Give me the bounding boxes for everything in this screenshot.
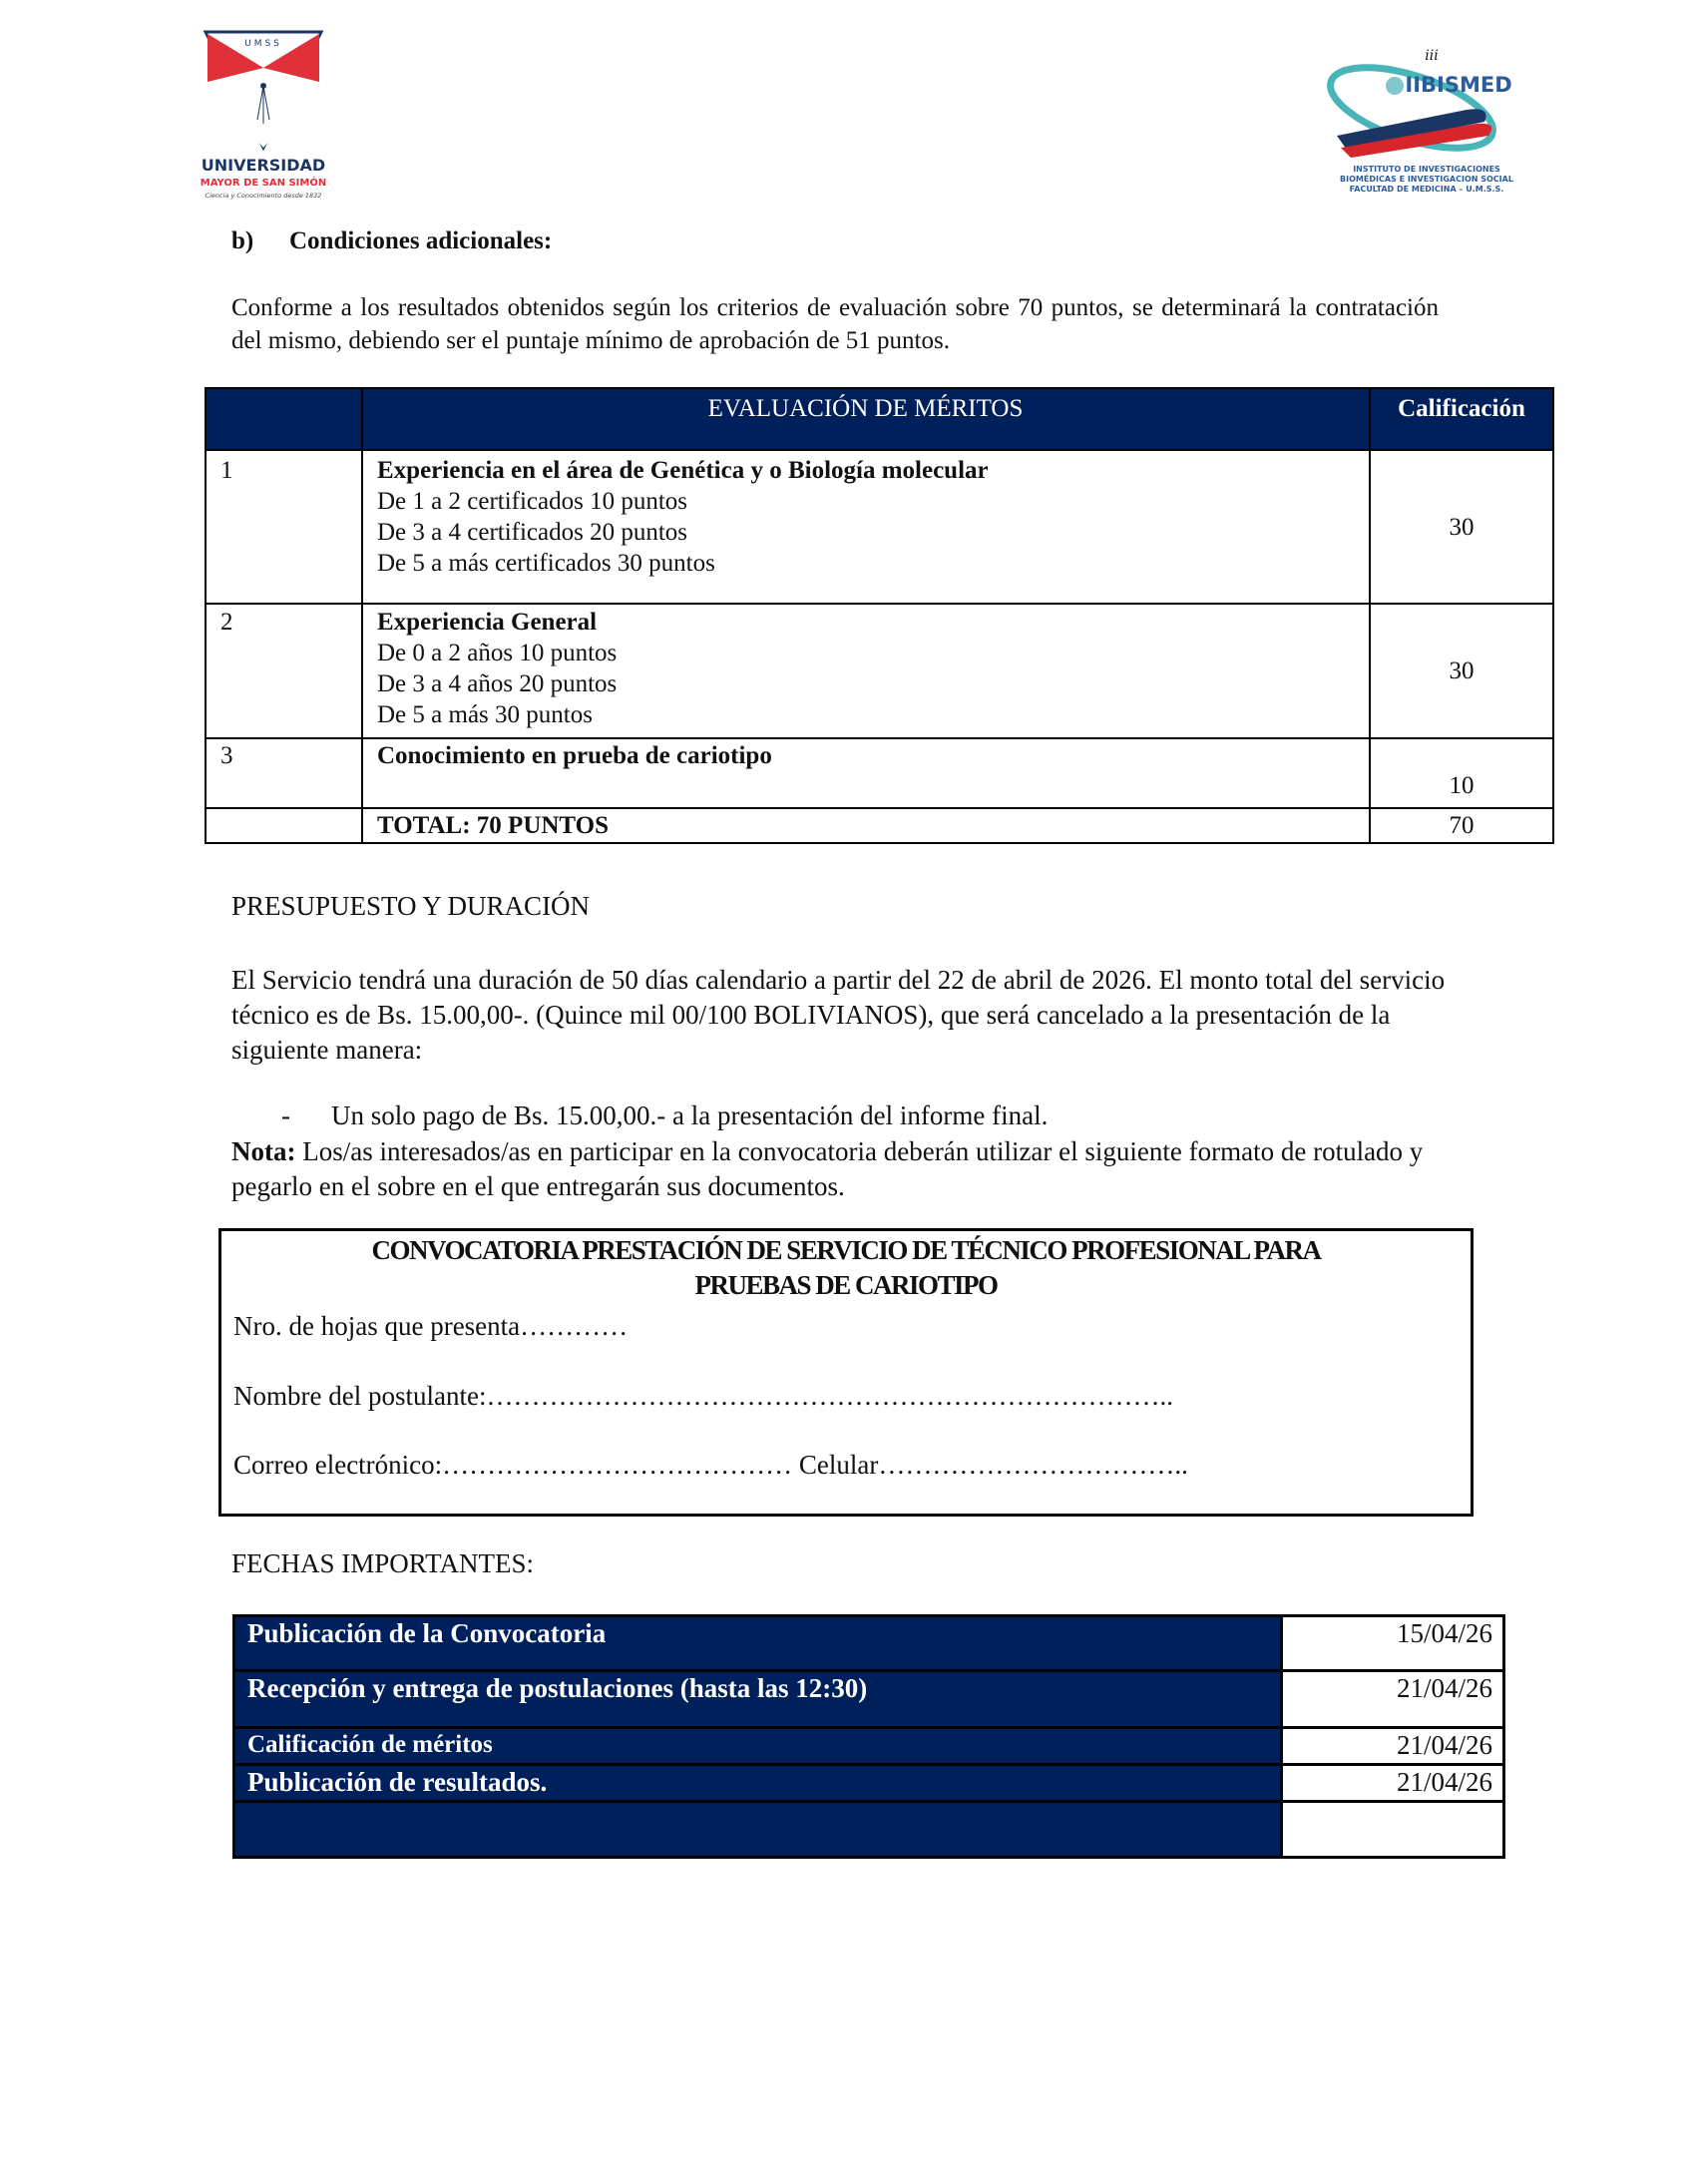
date-label: Calificación de méritos [234,1728,1282,1765]
total-label-text: TOTAL: 70 PUNTOS [377,812,609,839]
svg-text:UMSS: UMSS [244,39,282,49]
criteria-item: De 0 a 2 años 10 puntos [377,640,618,666]
date-label: Publicación de la Convocatoria [234,1616,1282,1671]
header-evaluation-col: EVALUACIÓN DE MÉRITOS [362,388,1370,450]
svg-text:MAYOR DE SAN SIMÓN: MAYOR DE SAN SIMÓN [200,178,327,189]
svg-text:IIBISMED: IIBISMED [1405,73,1512,97]
svg-text:INSTITUTO DE INVESTIGACIONES: INSTITUTO DE INVESTIGACIONES [1353,165,1500,174]
svg-text:iii: iii [1425,48,1439,64]
total-score: 70 [1370,808,1553,843]
important-dates-table [232,1614,1505,1859]
merits-header-row [206,388,1553,450]
svg-text:UNIVERSIDAD: UNIVERSIDAD [201,156,326,175]
note-label: Nota: [231,1136,296,1166]
email-phone-field: Correo electrónico:………………………………… Celular…………………………….. [233,1450,1188,1480]
row-criteria [362,604,1370,738]
total-row [206,808,1553,843]
table-row [234,1765,1504,1802]
table-row [234,1728,1504,1765]
row-score: 30 [1370,604,1553,738]
iibismed-logo [1317,38,1536,198]
table-row [234,1671,1504,1728]
merits-table [205,387,1554,844]
umss-pennant-icon [196,28,331,206]
date-value: 21/04/26 [1282,1765,1504,1802]
date-value [1282,1802,1504,1858]
budget-heading: PRESUPUESTO Y DURACIÓN [231,891,591,921]
dates-heading: FECHAS IMPORTANTES: [231,1548,535,1578]
form-title-line1: CONVOCATORIA PRESTACIÓN DE SERVICIO DE TÉCNICO PROFESIONAL PARA [371,1235,1321,1265]
row-criteria [362,738,1370,808]
section-b-heading [231,227,552,255]
date-label [234,1802,1282,1858]
table-row [206,604,1553,738]
applicant-name-field: Nombre del postulante:………………………………………………………………….. [233,1381,1173,1411]
sheets-count-field: Nro. de hojas que presenta………… [233,1311,629,1341]
svg-text:BIOMÉDICAS E INVESTIGACION SOC: BIOMÉDICAS E INVESTIGACION SOCIAL [1340,175,1513,184]
row-score: 10 [1370,738,1553,808]
date-value: 15/04/26 [1282,1616,1504,1671]
envelope-label-form [218,1228,1474,1517]
bullet-marker: - [281,1100,290,1130]
table-row [234,1802,1504,1858]
row-criteria [362,450,1370,604]
criteria-title: Conocimiento en prueba de cariotipo [377,742,772,769]
criteria-item: De 1 a 2 certificados 10 puntos [377,488,688,515]
form-title [221,1233,1471,1303]
criteria-item: De 3 a 4 años 20 puntos [377,670,618,697]
row-number: 2 [206,604,362,738]
criteria-item: De 3 a 4 certificados 20 puntos [377,519,688,546]
criteria-item: De 5 a más 30 puntos [377,701,593,728]
date-label: Publicación de resultados. [234,1765,1282,1802]
iibismed-orbit-icon [1317,38,1536,198]
row-score: 30 [1370,450,1553,604]
criteria-item: De 5 a más certificados 30 puntos [377,550,715,577]
umss-logo [196,28,331,206]
bullet-text: Un solo pago de Bs. 15.00,00.- a la presentación del informe final. [331,1100,1049,1130]
svg-text:FACULTAD DE MEDICINA – U.M.S.S: FACULTAD DE MEDICINA – U.M.S.S. [1349,185,1504,194]
table-row [234,1616,1504,1671]
criteria-title: Experiencia en el área de Genética y o Biología molecular [377,457,989,484]
section-b-title: Condiciones adicionales: [289,227,553,254]
budget-paragraph: El Servicio tendrá una duración de 50 días calendario a partir del 22 de abril de 2026. El monto total del servicio técnico es de Bs. 15.00,00-. (Quince mil 00/100 BOLIVIANOS), que será cancelado a la presentación de la siguiente manera: [231,965,1446,1065]
note-text: Los/as interesados/as en participar en la convocatoria deberán utilizar el siguiente formato de rotulado y pegarlo en el sobre en el que entregarán sus documentos. [231,1136,1424,1201]
row-number: 3 [206,738,362,808]
row-number: 1 [206,450,362,604]
form-title-line2: PRUEBAS DE CARIOTIPO [694,1270,998,1300]
table-row [206,738,1553,808]
header-score-col: Calificación [1370,388,1553,450]
header-number-col [206,388,362,450]
total-label [362,808,1370,843]
table-row [206,450,1553,604]
conditions-paragraph: Conforme a los resultados obtenidos según los criterios de evaluación sobre 70 puntos, se determinará la contratación del mismo, debiendo ser el puntaje mínimo de aprobación de 51 puntos. [231,294,1439,354]
date-label: Recepción y entrega de postulaciones (hasta las 12:30) [234,1671,1282,1728]
note-paragraph [231,1134,1449,1204]
section-b-label: b) [231,227,254,254]
date-value: 21/04/26 [1282,1671,1504,1728]
date-value: 21/04/26 [1282,1728,1504,1765]
criteria-title: Experiencia General [377,609,598,636]
svg-text:Ciencia y Conocimiento desde 1: Ciencia y Conocimiento desde 1832 [205,192,322,200]
total-empty-cell [206,808,362,843]
